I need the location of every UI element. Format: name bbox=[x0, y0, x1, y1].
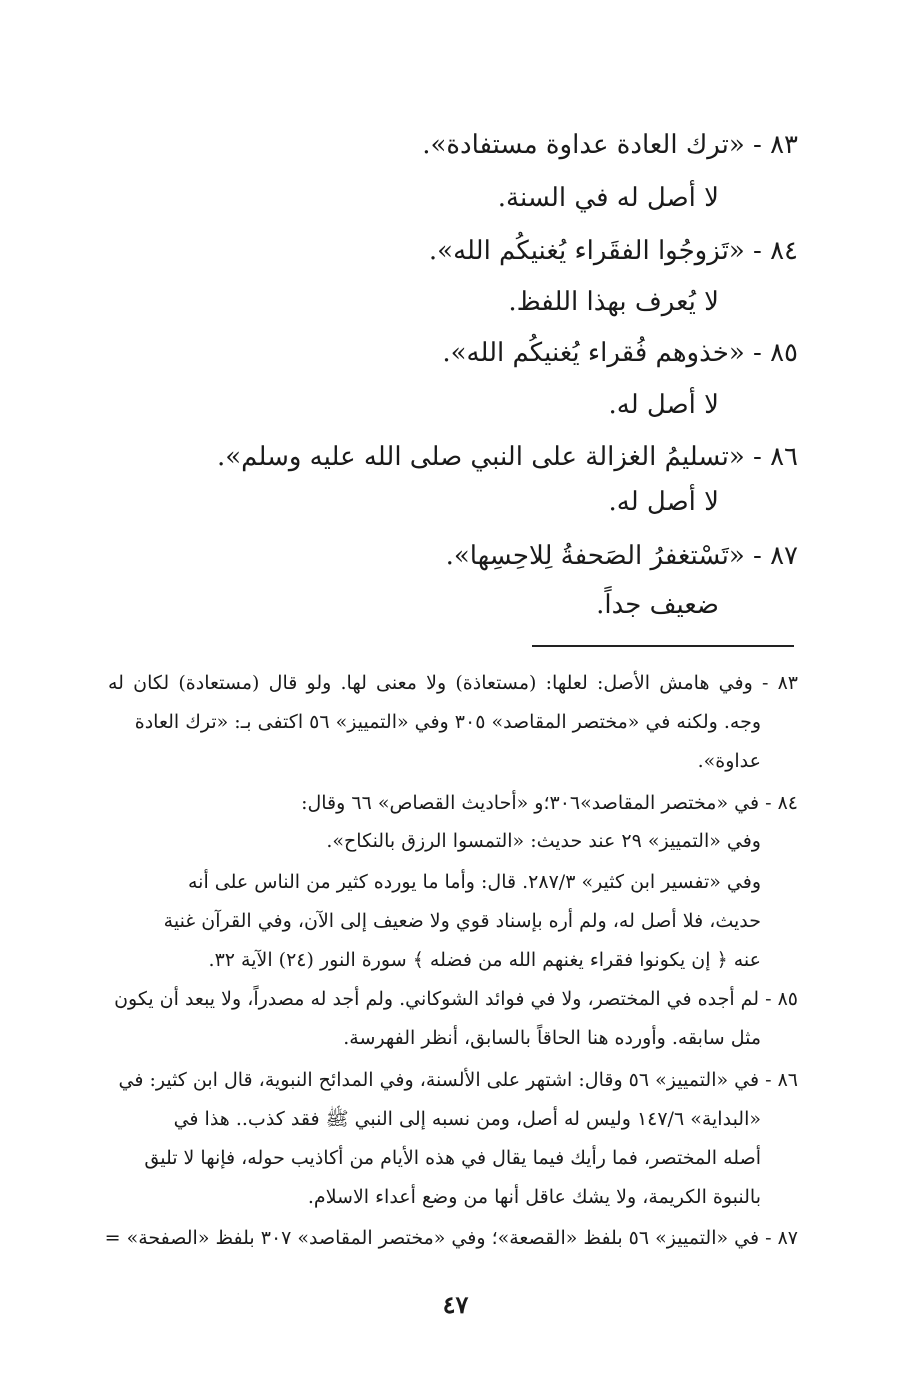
footnote-86-line-4: بالنبوة الكريمة، ولا يشك عاقل أنها من وضع أعداء الاسلام. bbox=[307, 1186, 761, 1208]
entry-83-ruling: لا أصل له في السنة. bbox=[497, 183, 719, 213]
hadith-text: «تَسْتغفرُ الصَحفةُ لِلاحِسِها». bbox=[445, 541, 745, 571]
footnote-86-line-3: أصله المختصر، فما رأيك فيما يقال في هذه الأيام من أكاذيب حوله، فإنها لا تليق bbox=[144, 1147, 761, 1169]
hadith-text: «تَزوجُوا الفقَراء يُغنيكُم الله». bbox=[428, 236, 745, 266]
hadith-text: «خذوهم فُقراء يُغنيكُم الله». bbox=[442, 338, 745, 368]
page-number: ٤٧ bbox=[442, 1290, 469, 1319]
entry-number: ٨٥ - bbox=[753, 338, 798, 368]
footnote-84-line-1: ٨٤ - في «مختصر المقاصد»٣٠٦؛و «أحاديث القصاص» ٦٦ وقال: bbox=[301, 792, 798, 814]
footnote-83-line-3: عداوة». bbox=[697, 750, 761, 772]
entry-86-hadith bbox=[98, 437, 798, 477]
footnote-84-line-4: حديث، فلا أصل له، ولم أره بإسناد قوي ولا ضعيف إلى الآن، وفي القرآن غنية bbox=[163, 910, 761, 932]
entry-number: ٨٣ - bbox=[753, 130, 798, 160]
footnote-83-line-2: وجه. ولكنه في «مختصر المقاصد» ٣٠٥ وفي «التمييز» ٥٦ اكتفى بـ: «ترك العادة bbox=[134, 711, 761, 733]
entry-84-ruling: لا يُعرف بهذا اللفظ. bbox=[508, 287, 719, 317]
footnote-85-line-2: مثل سابقه. وأورده هنا الحاقاً بالسابق، أنظر الفهرسة. bbox=[343, 1027, 761, 1049]
footnote-86-line-2: «البداية» ١٤٧/٦ وليس له أصل، ومن نسبه إلى النبي ﷺ فقد كذب.. هذا في bbox=[173, 1108, 761, 1130]
entry-83-hadith bbox=[98, 125, 798, 165]
hadith-text: «ترك العادة عداوة مستفادة». bbox=[422, 130, 745, 160]
entry-number: ٨٦ - bbox=[753, 442, 798, 472]
footnote-separator bbox=[532, 645, 794, 647]
footnote-84-line-5: عنه ﴿ إن يكونوا فقراء يغنهم الله من فضله ﴾ سورة النور (٢٤) الآية ٣٢. bbox=[208, 949, 761, 971]
hadith-text: «تسليمُ الغزالة على النبي صلى الله عليه وسلم». bbox=[216, 442, 745, 472]
entry-number: ٨٤ - bbox=[753, 236, 798, 266]
entry-85-ruling: لا أصل له. bbox=[608, 390, 719, 420]
entry-85-hadith bbox=[98, 333, 798, 373]
footnote-84-line-2: وفي «التمييز» ٢٩ عند حديث: «التمسوا الرزق بالنكاح». bbox=[326, 830, 761, 852]
entry-84-hadith bbox=[98, 231, 798, 271]
entry-86-ruling: لا أصل له. bbox=[608, 487, 719, 517]
footnote-85-line-1: ٨٥ - لم أجده في المختصر، ولا في فوائد الشوكاني. ولم أجد له مصدراً، ولا يبعد أن يكون bbox=[114, 988, 798, 1010]
entry-number: ٨٧ - bbox=[753, 541, 798, 571]
footnote-83-line-1: ٨٣ - وفي هامش الأصل: لعلها: (مستعاذة) ولا معنى لها. ولو قال (مستعادة) لكان له bbox=[108, 672, 798, 694]
entry-87-ruling: ضعيف جداً. bbox=[596, 590, 719, 620]
footnote-87-line-1: ٨٧ - في «التمييز» ٥٦ بلفظ «القصعة»؛ وفي «مختصر المقاصد» ٣٠٧ بلفظ «الصفحة» = bbox=[104, 1227, 798, 1249]
footnote-84-line-3: وفي «تفسير ابن كثير» ٢٨٧/٣. قال: وأما ما يورده كثير من الناس على أنه bbox=[187, 871, 761, 893]
footnote-86-line-1: ٨٦ - في «التمييز» ٥٦ وقال: اشتهر على الألسنة، وفي المدائح النبوية، قال ابن كثير: في bbox=[118, 1069, 798, 1091]
entry-87-hadith bbox=[98, 536, 798, 576]
